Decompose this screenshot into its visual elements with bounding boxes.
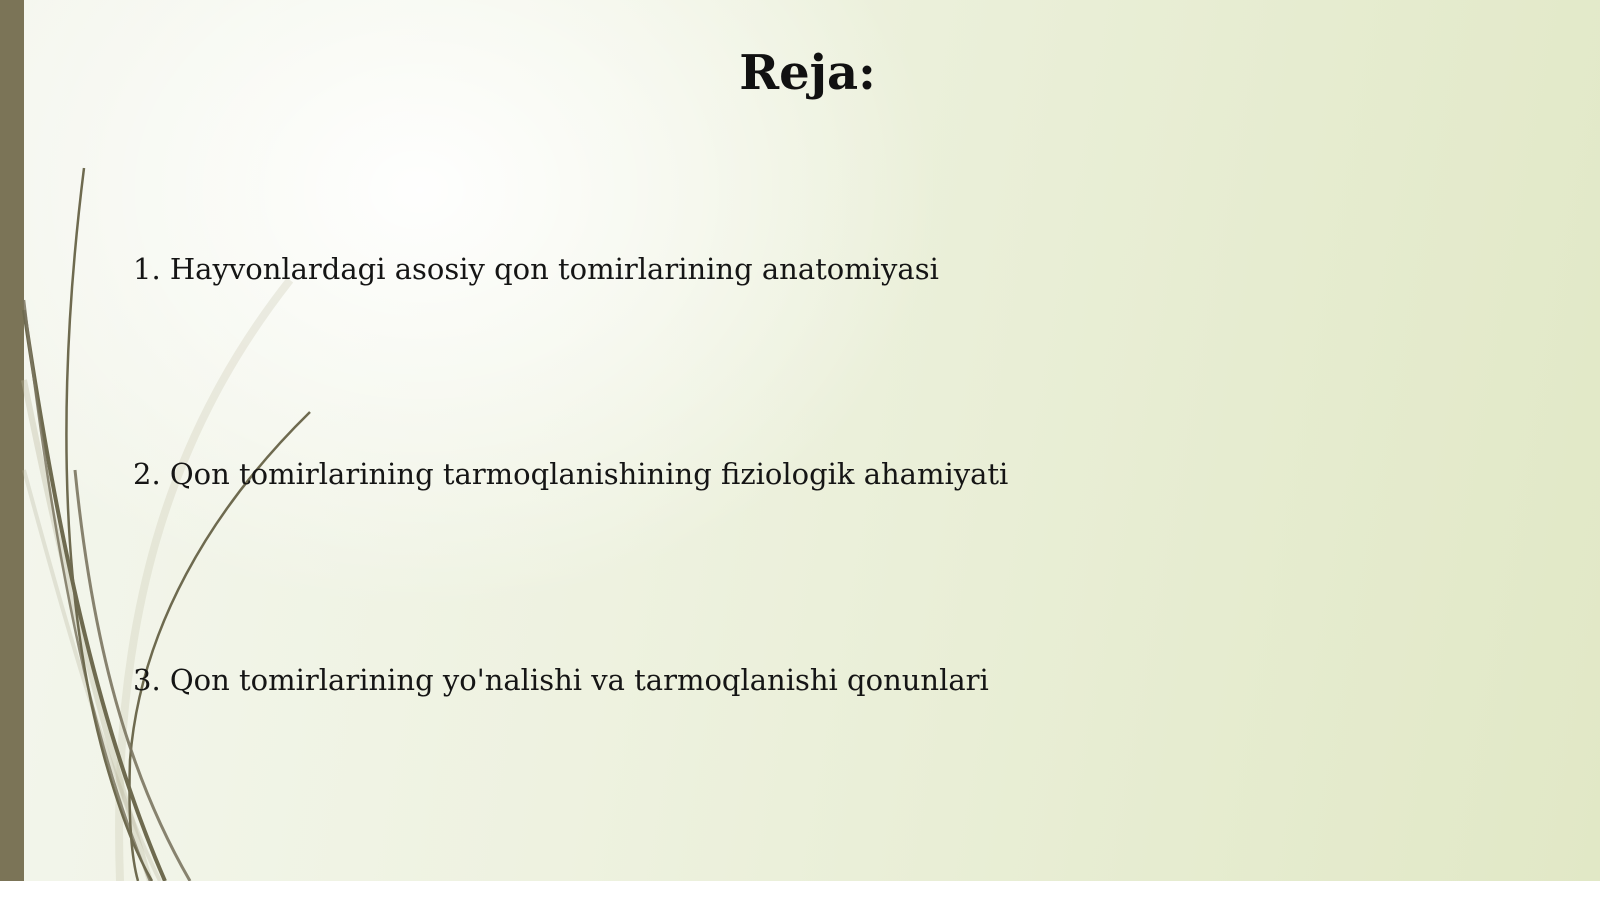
plan-item-3: 3. Qon tomirlarining yo'nalishi va tarmoqlanishi qonunlari bbox=[133, 663, 989, 697]
grass-stems-decoration bbox=[0, 0, 400, 881]
slide-title: Reja: bbox=[739, 45, 876, 101]
left-accent-bar bbox=[0, 0, 24, 881]
plan-item-1: 1. Hayvonlardagi asosiy qon tomirlarining anatomiyasi bbox=[133, 252, 939, 286]
bottom-strip bbox=[0, 881, 1600, 899]
plan-item-2: 2. Qon tomirlarining tarmoqlanishining fiziologik ahamiyati bbox=[133, 457, 1009, 491]
